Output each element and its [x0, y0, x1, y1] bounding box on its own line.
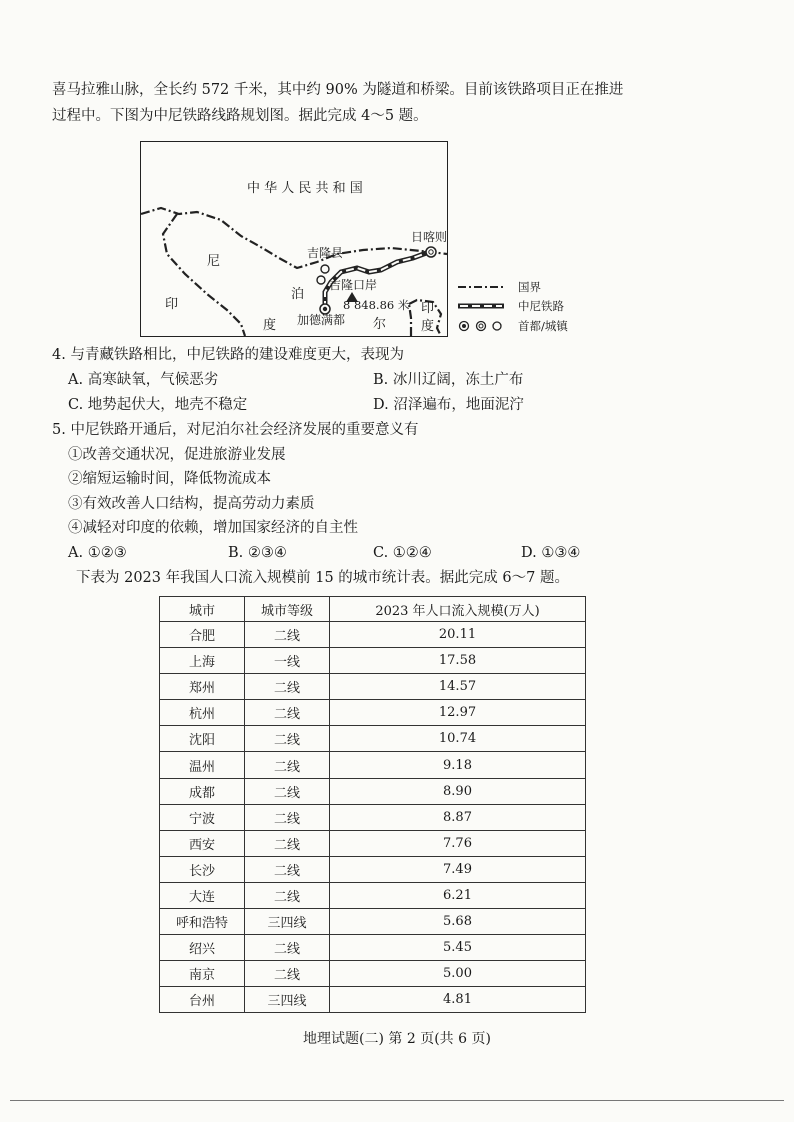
cell-city: 呼和浩特 [160, 909, 245, 935]
jilong-port-marker [317, 276, 325, 284]
table-row [160, 961, 586, 987]
label-er: 尔 [373, 317, 387, 332]
q5-option-d: D. ①③④ [521, 545, 581, 561]
cell-inflow: 5.68 [330, 909, 586, 935]
cell-inflow: 10.74 [330, 726, 586, 752]
cell-city: 宁波 [160, 804, 245, 830]
table-row [160, 856, 586, 882]
cell-inflow: 8.90 [330, 778, 586, 804]
page-footer: 地理试题(二) 第 2 页(共 6 页) [303, 1031, 491, 1047]
table-row [160, 987, 586, 1013]
cell-inflow: 12.97 [330, 700, 586, 726]
cell-inflow: 20.11 [330, 622, 586, 648]
bottom-rule [10, 1100, 784, 1101]
table-row [160, 909, 586, 935]
cell-city: 台州 [160, 987, 245, 1013]
cell-tier: 一线 [245, 648, 330, 674]
cell-inflow: 14.57 [330, 674, 586, 700]
label-shigatse: 日喀则 [411, 230, 448, 244]
cell-tier: 二线 [245, 674, 330, 700]
table-header-row [160, 597, 586, 622]
cell-inflow: 9.18 [330, 752, 586, 778]
q5-statement-2: ②缩短运输时间，降低物流成本 [68, 471, 271, 487]
cell-city: 杭州 [160, 700, 245, 726]
table-row [160, 674, 586, 700]
cell-city: 成都 [160, 778, 245, 804]
q4-option-c: C. 地势起伏大，地壳不稳定 [68, 397, 248, 413]
intro-line-1: 喜马拉雅山脉，全长约 572 千米，其中约 90% 为隧道和桥梁。目前该铁路项目正在推进 [52, 82, 624, 98]
q5-option-b: B. ②③④ [228, 545, 287, 561]
q5-option-c: C. ①②④ [373, 545, 432, 561]
cell-city: 温州 [160, 752, 245, 778]
label-du-right: 度 [421, 319, 435, 334]
table-row [160, 648, 586, 674]
q5-option-a: A. ①②③ [68, 545, 127, 561]
cell-city: 西安 [160, 830, 245, 856]
legend-border-label: 国界 [518, 280, 541, 294]
label-po: 泊 [291, 287, 305, 302]
cell-city: 合肥 [160, 622, 245, 648]
cell-inflow: 8.87 [330, 804, 586, 830]
railway-map [140, 141, 448, 337]
table-row [160, 778, 586, 804]
q4-option-d: D. 沼泽遍布，地面泥泞 [373, 397, 524, 413]
header-tier: 城市等级 [245, 597, 330, 622]
cell-tier: 二线 [245, 726, 330, 752]
intro-line-2: 过程中。下图为中尼铁路线路规划图。据此完成 4～5 题。 [52, 108, 428, 124]
label-yin-left: 印 [165, 297, 179, 312]
table-row [160, 622, 586, 648]
table-row [160, 830, 586, 856]
cell-tier: 二线 [245, 752, 330, 778]
cell-inflow: 5.00 [330, 961, 586, 987]
table-row [160, 700, 586, 726]
label-du-left: 度 [263, 318, 277, 333]
header-inflow: 2023 年人口流入规模(万人) [330, 597, 586, 622]
label-china: 中 华 人 民 共 和 国 [247, 181, 363, 196]
legend-capital-symbol [460, 322, 502, 331]
table-intro: 下表为 2023 年我国人口流入规模前 15 的城市统计表。据此完成 6～7 题。 [76, 570, 569, 586]
cell-city: 南京 [160, 961, 245, 987]
city-inflow-table [159, 596, 586, 1013]
table-row [160, 882, 586, 908]
cell-city: 郑州 [160, 674, 245, 700]
q5-statement-3: ③有效改善人口结构，提高劳动力素质 [68, 496, 315, 512]
legend-railway-label: 中尼铁路 [518, 299, 564, 313]
label-ni: 尼 [207, 254, 221, 269]
cell-city: 上海 [160, 648, 245, 674]
cell-tier: 三四线 [245, 909, 330, 935]
cell-inflow: 17.58 [330, 648, 586, 674]
q5-stem: 5. 中尼铁路开通后，对尼泊尔社会经济发展的重要意义有 [52, 422, 419, 438]
cell-inflow: 7.76 [330, 830, 586, 856]
cell-tier: 二线 [245, 961, 330, 987]
table-row [160, 726, 586, 752]
cell-city: 绍兴 [160, 935, 245, 961]
label-jilong-port: 吉隆口岸 [329, 278, 378, 292]
cell-tier: 二线 [245, 882, 330, 908]
cell-tier: 二线 [245, 830, 330, 856]
table-row [160, 804, 586, 830]
q4-option-b: B. 冰川辽阔，冻土广布 [373, 372, 524, 388]
cell-inflow: 6.21 [330, 882, 586, 908]
cell-tier: 二线 [245, 622, 330, 648]
table-row [160, 752, 586, 778]
header-city: 城市 [160, 597, 245, 622]
label-yin-right: 印 [421, 301, 435, 316]
cell-tier: 二线 [245, 856, 330, 882]
cell-tier: 三四线 [245, 987, 330, 1013]
cell-city: 长沙 [160, 856, 245, 882]
cell-tier: 二线 [245, 935, 330, 961]
q5-statement-1: ①改善交通状况，促进旅游业发展 [68, 447, 286, 463]
cell-city: 沈阳 [160, 726, 245, 752]
label-peak-height: 8 848.86 米 [343, 298, 410, 312]
label-jilong-county: 吉隆县 [307, 246, 344, 260]
legend-capital-label: 首都/城镇 [518, 319, 568, 333]
q4-option-a: A. 高寒缺氧，气候恶劣 [68, 372, 219, 388]
jilong-county-marker [321, 265, 329, 273]
label-kathmandu: 加德满都 [297, 313, 346, 327]
table-row [160, 935, 586, 961]
cell-city: 大连 [160, 882, 245, 908]
map-legend-symbols [456, 280, 516, 334]
cell-tier: 二线 [245, 778, 330, 804]
cell-inflow: 5.45 [330, 935, 586, 961]
cell-tier: 二线 [245, 700, 330, 726]
q4-stem: 4. 与青藏铁路相比，中尼铁路的建设难度更大，表现为 [52, 347, 404, 363]
cell-tier: 二线 [245, 804, 330, 830]
border-line-west [163, 214, 245, 336]
cell-inflow: 7.49 [330, 856, 586, 882]
q5-statement-4: ④减轻对印度的依赖，增加国家经济的自主性 [68, 520, 358, 536]
cell-inflow: 4.81 [330, 987, 586, 1013]
